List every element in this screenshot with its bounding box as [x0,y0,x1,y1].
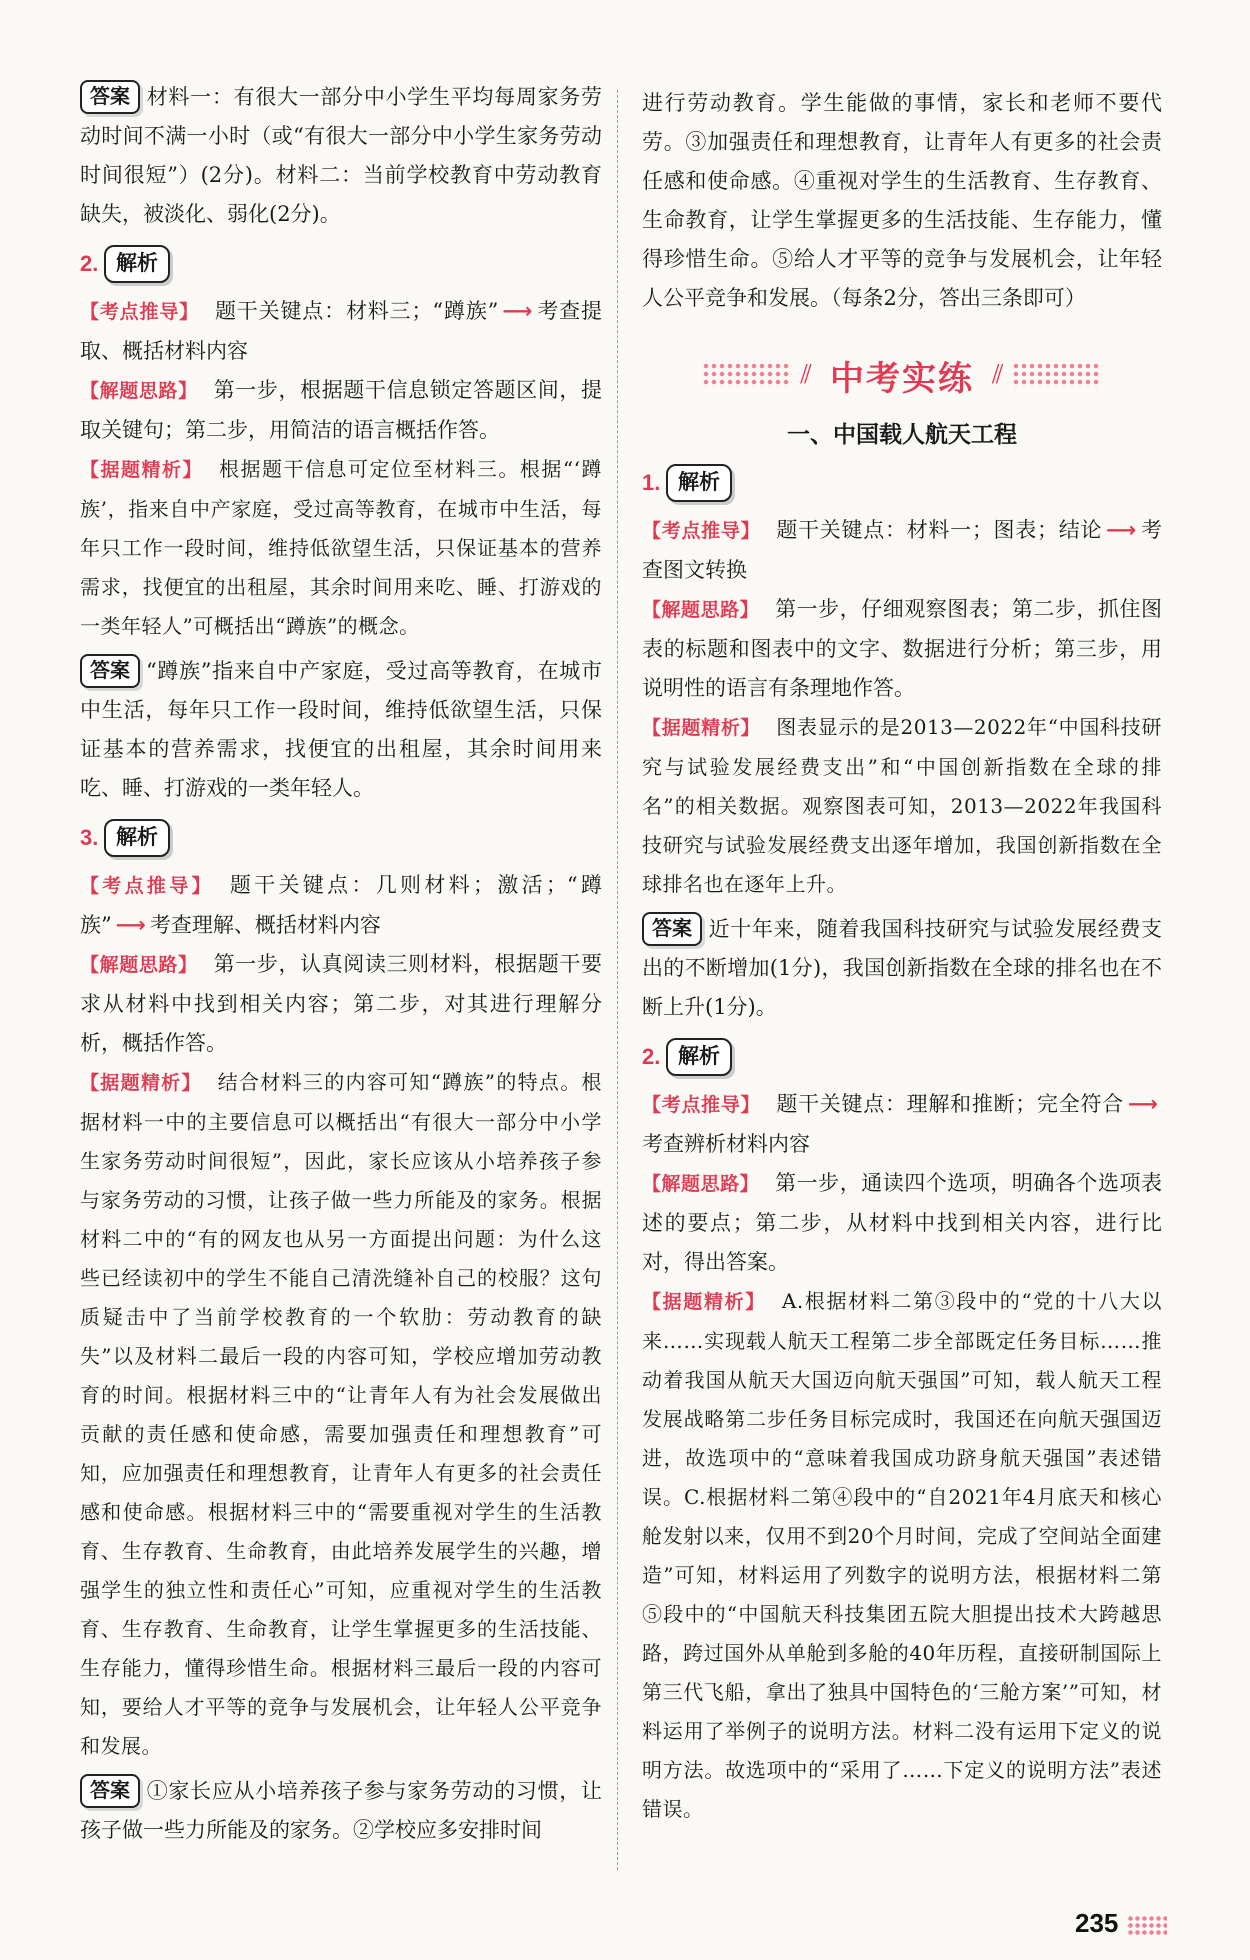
q2-answer [80,652,602,808]
answer-tag: 答案 [80,654,140,688]
silu-label: 【解题思路】 [642,1173,760,1195]
r-q1-silu [642,590,1162,708]
column-divider [617,90,618,1870]
silu-text: 第一步，仔细观察图表；第二步，抓住图表的标题和图表中的文字、数据进行分析；第三步，用说明性的语言有条理地作答。 [642,597,1162,700]
jingxi-text: 结合材料三的内容可知“蹲族”的特点。根据材料一中的主要信息可以概括出“有很大一部分中小学生家务劳动时间很短”，因此，家长应该从小培养孩子参与家务劳动的习惯，让孩子做一些力所能及的家务。根据材料二中的“有的网友也从另一方面提出问题：为什么这些已经读初中的学生不能自己清洗缝补自己的校服？这句质疑击中了当前学校教育的一个软肋：劳动教育的缺失”以及材料二最后一段的内容可知，学校应增加劳动教育的时间。根据材料三中的“让青年人有为社会发展做出贡献的责任感和使命感，需要加强责任和理想教育”可知，应加强责任和理想教育，让青年人有更多的社会责任感和使命感。根据材料三中的“需要重视对学生的生活教育、生存教育、生命教育，由此培养发展学生的兴趣，增强学生的独立性和责任心”可知，应重视对学生的生活教育、生存教育、生命教育，让学生掌握更多的生活技能、生存能力，懂得珍惜生命。根据材料三最后一段的内容可知，要给人才平等的竞争与发展机会，让年轻人公平竞争和发展。 [80,1070,602,1758]
q3-kaodian [80,866,602,945]
q3-silu [80,945,602,1063]
q3-header [80,818,602,858]
r-q1-header [642,463,1162,503]
q3-answer-continued: 进行劳动教育。学生能做的事情，家长和老师不要代劳。③加强责任和理想教育，让青年人有更多的社会责任感和使命感。④重视对学生的生活教育、生存教育、生命教育，让学生掌握更多的生活技能、生存能力，懂得珍惜生命。⑤给人才平等的竞争与发展机会，让年轻人公平竞争和发展。（每条2分，答出三条即可） [642,91,1162,310]
jingxi-text: A.根据材料二第③段中的“党的十八大以来……实现载人航天工程第二步全部既定任务目标……推动着我国从航天大国迈向航天强国”可知，载人航天工程发展战略第二步任务目标完成时，我国还在向航天强国迈进，故选项中的“意味着我国成功跻身航天强国”表述错误。C.根据材料二第④段中的“自2021年4月底天和核心舱发射以来，仅用不到20个月时间，完成了空间站全面建造”可知，材料运用了列数字的说明方法，根据材料二第⑤段中的“中国航天科技集团五院大胆提出技术大跨越思路，跨过国外从单舱到多舱的40年历程，直接研制国际上第三代飞船，拿出了独具中国特色的‘三舱方案’”可知，材料运用了举例子的说明方法。材料二没有运用下定义的说明方法。故选项中的“采用了……下定义的说明方法”表述错误。 [642,1289,1162,1821]
analysis-tag: 解析 [104,245,170,283]
r-q1-answer [642,910,1162,1027]
question-number: 1. [642,470,661,495]
jingxi-text: 根据题干信息可定位至材料三。根据“‘蹲族’，指来自中产家庭，受过高等教育，在城市中生活，每年只工作一段时间，维持低欲望生活，只保证基本的营养需求，找便宜的出租屋，其余时间用来吃、睡、打游戏的一类年轻人”可概括出“蹲族”的概念。 [80,457,602,638]
arrow-right-icon: ⟶ [1127,1092,1158,1116]
r-q1-kaodian [642,511,1162,590]
kaodian-label: 【考点推导】 [80,301,199,323]
silu-text: 第一步，通读四个选项，明确各个选项表述的要点；第二步，从材料中找到相关内容，进行比对，得出答案。 [642,1171,1162,1274]
q2-kaodian [80,292,602,371]
q2-silu [80,371,602,450]
kaodian-result: 考查辨析材料内容 [642,1132,810,1156]
kaodian-text: 题干关键点：理解和推断；完全符合 [776,1092,1124,1116]
silu-label: 【解题思路】 [642,599,760,621]
left-column [80,78,602,1856]
q2-jingxi [80,450,602,646]
slash-decoration-icon: ⫽ [800,359,812,390]
silu-label: 【解题思路】 [80,380,198,402]
analysis-tag: 解析 [666,464,732,502]
q1-answer [80,78,602,234]
answer-text: 材料一：有很大一部分中小学生平均每周家务劳动时间不满一小时（或“有很大一部分中小学生家务劳动时间很短”）(2分)。材料二：当前学校教育中劳动教育缺失，被淡化、弱化(2分)。 [80,85,602,226]
q2-header [80,244,602,284]
dots-decoration-icon [1012,362,1102,388]
arrow-right-icon: ⟶ [1106,518,1137,542]
analysis-tag: 解析 [666,1038,732,1076]
answer-text: “蹲族”指来自中产家庭，受过高等教育，在城市中生活，每年只工作一段时间，维持低欲望生活，只保证基本的营养需求，找便宜的出租屋，其余时间用来吃、睡、打游戏的一类年轻人。 [80,659,602,800]
kaodian-label: 【考点推导】 [642,520,761,542]
jingxi-label: 【据题精析】 [80,1072,202,1094]
section-band [642,340,1162,410]
kaodian-text: 题干关键点：材料三；“蹲族” [214,299,499,323]
right-column [642,84,1162,1829]
kaodian-label: 【考点推导】 [642,1094,761,1116]
page-dots-decoration-icon [1127,1915,1167,1937]
kaodian-label: 【考点推导】 [80,875,214,897]
arrow-right-icon: ⟶ [502,299,533,323]
jingxi-text: 图表显示的是2013—2022年“中国科技研究与试验发展经费支出”和“中国创新指数在全球的排名”的相关数据。观察图表可知，2013—2022年我国科技研究与试验发展经费支出逐年增加，我国创新指数在全球排名也在逐年上升。 [642,715,1162,896]
jingxi-label: 【据题精析】 [80,459,203,481]
question-number: 2. [642,1044,661,1069]
answer-tag: 答案 [642,912,702,946]
analysis-tag: 解析 [104,819,170,857]
section-band-title: 中考实练 [830,358,974,399]
q3-jingxi [80,1063,602,1766]
answer-text: 近十年来，随着我国科技研究与试验发展经费支出的不断增加(1分)，我国创新指数在全球的排名也在不断上升(1分)。 [642,917,1162,1019]
question-number: 3. [80,825,99,850]
kaodian-text: 题干关键点：材料一；图表；结论 [776,518,1103,542]
answer-tag: 答案 [80,1774,140,1808]
kaodian-text: 题干关键点：几则材料；激活；“蹲族” [80,873,602,937]
arrow-right-icon: ⟶ [115,913,146,937]
kaodian-result: 考查提取、概括材料内容 [80,299,602,363]
r-q2-header [642,1037,1162,1077]
kaodian-result: 考查理解、概括材料内容 [149,913,381,937]
kaodian-result: 考查图文转换 [642,518,1163,582]
r-q2-jingxi [642,1282,1162,1829]
answer-tag: 答案 [80,80,140,114]
page-number: 235 [1075,1908,1119,1938]
silu-label: 【解题思路】 [80,954,198,976]
section-title: 一、中国载人航天工程 [787,422,1017,448]
slash-decoration-icon: ⫽ [992,359,1004,390]
jingxi-label: 【据题精析】 [642,717,761,739]
silu-text: 第一步，认真阅读三则材料，根据题干要求从材料中找到相关内容；第二步，对其进行理解分析，概括作答。 [80,952,602,1055]
silu-text: 第一步，根据题干信息锁定答题区间，提取关键句；第二步，用简洁的语言概括作答。 [80,378,602,442]
dots-decoration-icon [702,362,792,388]
r-q1-jingxi [642,708,1162,904]
r-q2-kaodian [642,1085,1162,1164]
jingxi-label: 【据题精析】 [642,1291,766,1313]
r-q2-silu [642,1164,1162,1282]
q3-answer [80,1772,602,1850]
question-number: 2. [80,251,99,276]
answer-text: ①家长应从小培养孩子参与家务劳动的习惯，让孩子做一些力所能及的家务。②学校应多安排时间 [80,1779,602,1842]
